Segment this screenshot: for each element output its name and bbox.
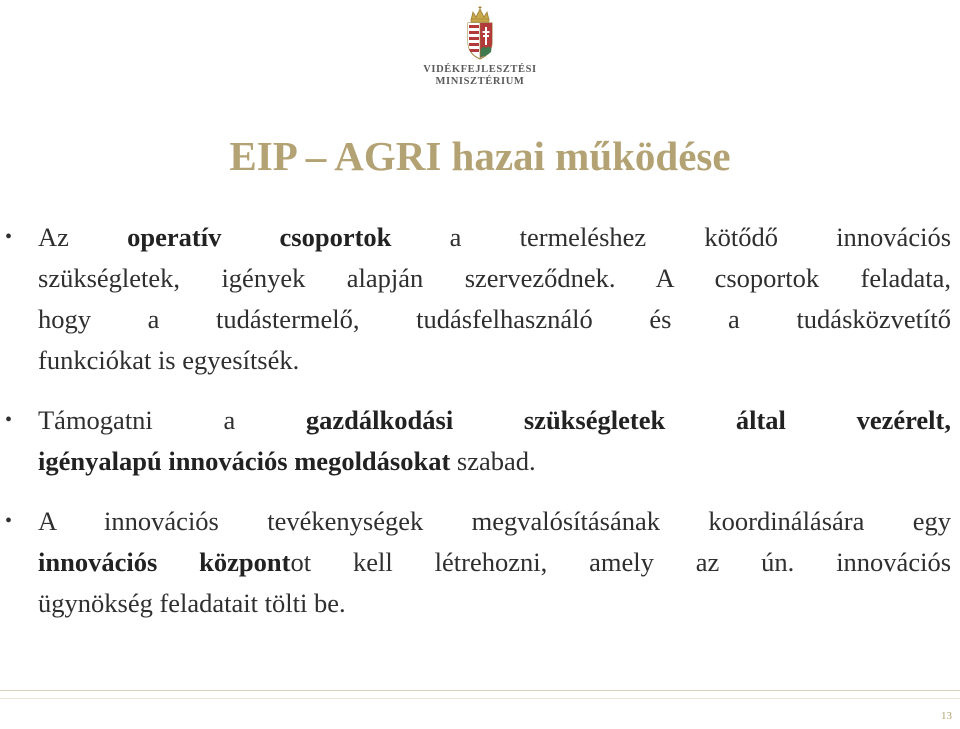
ministry-logo [415,6,545,98]
bullet-line [38,340,951,381]
text-segment: ot kell létrehozni, amely az ún. innovációs [290,547,952,577]
hungarian-coat-of-arms-icon [463,6,497,60]
page-number: 13 [941,710,952,722]
bold-text: gazdálkodási szükségletek által vezérelt, [305,405,951,435]
footer-bar [0,698,960,729]
logo-text-line1: VIDÉKFEJLESZTÉSI [423,64,537,75]
logo-text-line2: MINISZTÉRIUM [435,76,525,87]
footer-divider [0,690,960,691]
bold-text: innovációs központ [38,547,291,577]
text-segment: Az [38,222,128,252]
bullet-item [38,400,951,482]
text-segment: a termeléshez kötődő innovációs [391,222,952,252]
bullet-item [38,217,951,381]
bullet-item [38,501,951,624]
bullet-line [38,583,951,624]
text-segment: A innovációs tevékenységek megvalósításának koordinálására egy [38,506,951,536]
bullet-dot-icon [5,400,17,441]
bullet-line [38,441,951,482]
text-segment: hogy a tudástermelő, tudásfelhasználó és a tudásközvetítő [38,304,951,334]
bullet-line [38,501,951,542]
text-segment: szabad. [450,446,536,476]
bullet-line [38,542,951,583]
bold-text: operatív csoportok [127,222,392,252]
bullet-dot-icon [5,217,17,258]
bullet-line [38,400,951,441]
text-segment: ügynökség feladatait tölti be. [38,588,346,618]
bullet-line [38,217,951,258]
slide-title: EIP – AGRI hazai működése [229,133,731,179]
bullet-line [38,258,951,299]
text-segment: szükségletek, igények alapján szerveződnek. A csoportok feladata, [38,263,951,293]
bullet-line [38,299,951,340]
text-segment: funkciókat is egyesítsék. [38,345,300,375]
text-segment: Támogatni a [38,405,306,435]
bullet-dot-icon [5,501,17,542]
bullet-list [38,217,951,643]
bold-text: igényalapú innovációs megoldásokat [38,446,451,476]
